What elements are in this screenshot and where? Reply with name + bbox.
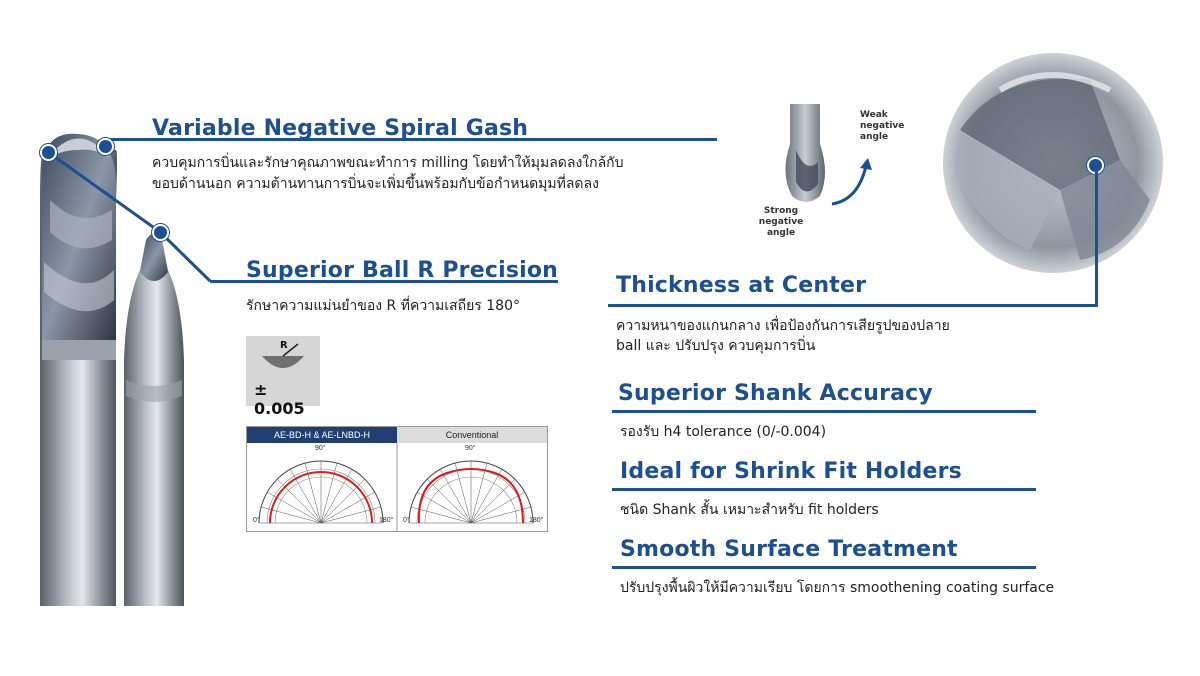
feature-desc-center-line2: ball และ ปรับปรุง ควบคุมการบิ่น bbox=[616, 338, 816, 354]
tolerance-value: ± 0.005 bbox=[254, 380, 305, 418]
radius-label: R bbox=[280, 340, 288, 351]
feature-desc-spiral-gash-line2: ขอบด้านนอก ความต้านทานการบิ่นจะเพิ่มขึ้นพร้อมกับข้อกำหนดมุมที่ลดลง bbox=[152, 176, 599, 192]
ball-profile-comparison bbox=[246, 426, 548, 532]
comparison-header-left: AE-BD-H & AE-LNBD-H bbox=[247, 427, 397, 443]
tolerance-badge bbox=[246, 336, 320, 418]
feature-title-ball-r: Superior Ball R Precision bbox=[246, 258, 559, 283]
center-vertical-connector bbox=[1095, 170, 1098, 306]
ball-pointer-dot bbox=[152, 224, 169, 241]
comparison-header-right: Conventional bbox=[397, 427, 547, 443]
feature-title-shrink-fit: Ideal for Shrink Fit Holders bbox=[620, 459, 962, 484]
angle-label-end-left: 180° bbox=[379, 517, 394, 524]
connector-lines bbox=[0, 0, 260, 300]
shank-heading-rule bbox=[612, 410, 1036, 413]
feature-title-spiral-gash: Variable Negative Spiral Gash bbox=[152, 116, 529, 141]
angle-label-start-right: 0° bbox=[403, 517, 410, 524]
feature-desc-spiral-gash-line1: ควบคุมการบิ่นและรักษาคุณภาพขณะทำการ milling โดยทำให้มุมลดลงใกล้กับ bbox=[152, 155, 624, 171]
strong-angle-label: Strong negative angle bbox=[758, 206, 804, 238]
ball-nose-closeup bbox=[940, 50, 1170, 280]
angle-label-top-right: 90° bbox=[465, 445, 476, 452]
feature-desc-ball-r: รักษาความแม่นยำของ R ที่ความเสถียร 180° bbox=[246, 298, 520, 314]
shrink-heading-rule bbox=[612, 488, 1036, 491]
right-profile-plot bbox=[409, 461, 533, 523]
feature-title-shank-accuracy: Superior Shank Accuracy bbox=[618, 381, 933, 406]
left-profile-plot bbox=[259, 461, 383, 523]
feature-title-center-thickness: Thickness at Center bbox=[616, 273, 867, 298]
feature-desc-shank: รองรับ h4 tolerance (0/-0.004) bbox=[620, 424, 827, 440]
weak-angle-label: Weak negative angle bbox=[860, 110, 905, 142]
profile-plots bbox=[247, 443, 547, 531]
angle-label-start-left: 0° bbox=[253, 517, 260, 524]
gash-pointer-dot bbox=[40, 144, 57, 161]
surface-heading-rule bbox=[612, 566, 1036, 569]
feature-desc-shrink-fit: ชนิด Shank สั้น เหมาะสำหรับ fit holders bbox=[620, 502, 879, 518]
gash-pointer-dot-2 bbox=[97, 138, 114, 155]
center-heading-rule bbox=[608, 304, 1098, 307]
angle-label-end-right: 180° bbox=[529, 517, 544, 524]
feature-desc-surface: ปรับปรุงพื้นผิวให้มีความเรียบ โดยการ smoothening coating surface bbox=[620, 580, 1055, 596]
feature-desc-center-line1: ความหนาของแกนกลาง เพื่อป้องกันการเสียรูปของปลาย bbox=[616, 318, 950, 334]
feature-title-surface: Smooth Surface Treatment bbox=[620, 537, 958, 562]
angle-label-top-left: 90° bbox=[315, 445, 326, 452]
